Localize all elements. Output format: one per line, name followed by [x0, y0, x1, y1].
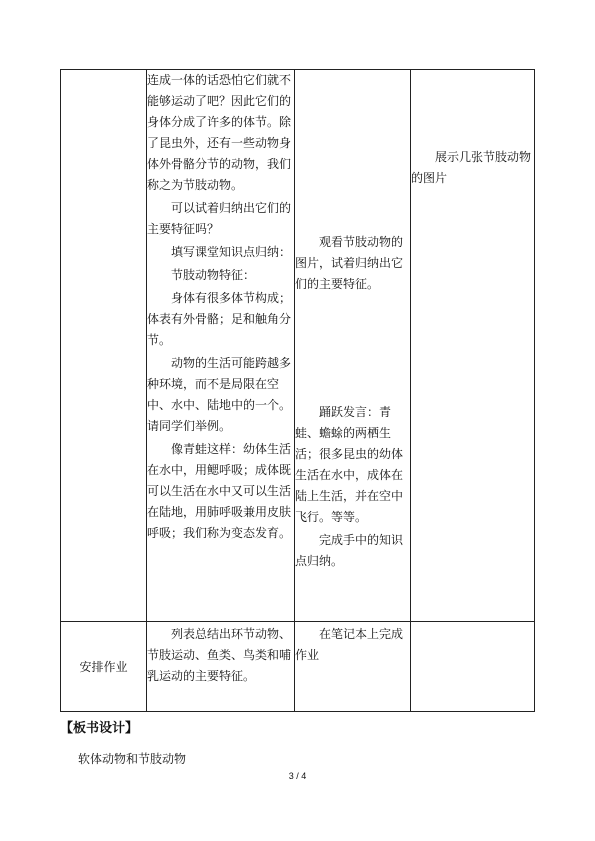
stage-cell	[61, 70, 147, 622]
board-summary: 软体动物和节肢动物	[78, 752, 187, 766]
media-cell	[411, 70, 535, 622]
teacher-paragraph: 身体有很多体节构成；体表有外骨骼；足和触角分节。	[147, 291, 292, 347]
teacher-paragraph: 像青蛙这样：幼体生活在水中，用鳃呼吸；成体既可以生活在水中又可以生活在陆地，用肺呼吸兼用皮肤呼吸；我们称为变态发育。	[147, 442, 292, 540]
homework-media-cell	[411, 622, 535, 712]
homework-teacher-text: 列表总结出环节动物、节肢运动、鱼类、鸟类和哺乳运动的主要特征。	[147, 627, 292, 683]
student-paragraph: 完成手中的知识点归纳。	[295, 533, 404, 568]
table-row-activity	[61, 70, 535, 622]
homework-student-text: 在笔记本上完成作业	[295, 627, 404, 662]
page-number: 3 / 4	[288, 771, 307, 781]
media-text: 展示几张节肢动物的图片	[411, 150, 532, 185]
homework-label: 安排作业	[61, 622, 147, 712]
teacher-paragraph: 连成一体的话恐怕它们就不能够运动了吧？因此它们的身体分成了许多的体节。除了昆虫外，还有一些动物身体外骨骼分节的动物，我们称之为节肢动物。	[147, 73, 292, 192]
student-paragraph: 观看节肢动物的图片，试着归纳出它们的主要特征。	[295, 235, 404, 291]
teacher-paragraph: 可以试着归纳出它们的主要特征吗？	[147, 201, 292, 236]
homework-teacher-cell	[147, 622, 295, 712]
student-paragraph: 踊跃发言：青蛙、蟾蜍的两栖生活；很多昆虫的幼体生活在水中，成体在陆上生活，并在空中飞行。等等。	[295, 405, 404, 524]
table-row-homework	[61, 622, 535, 712]
homework-student-cell	[295, 622, 411, 712]
teacher-activity-cell	[147, 70, 295, 622]
section-heading: 【板书设计】	[60, 721, 139, 736]
teacher-paragraph: 节肢动物特征：	[171, 268, 256, 282]
lesson-table	[60, 69, 535, 712]
teacher-paragraph: 动物的生活可能跨越多种环境，而不是局限在空中、水中、陆地中的一个。请同学们举例。	[147, 356, 292, 433]
student-activity-cell	[295, 70, 411, 622]
teacher-paragraph: 填写课堂知识点归纳：	[171, 245, 292, 259]
